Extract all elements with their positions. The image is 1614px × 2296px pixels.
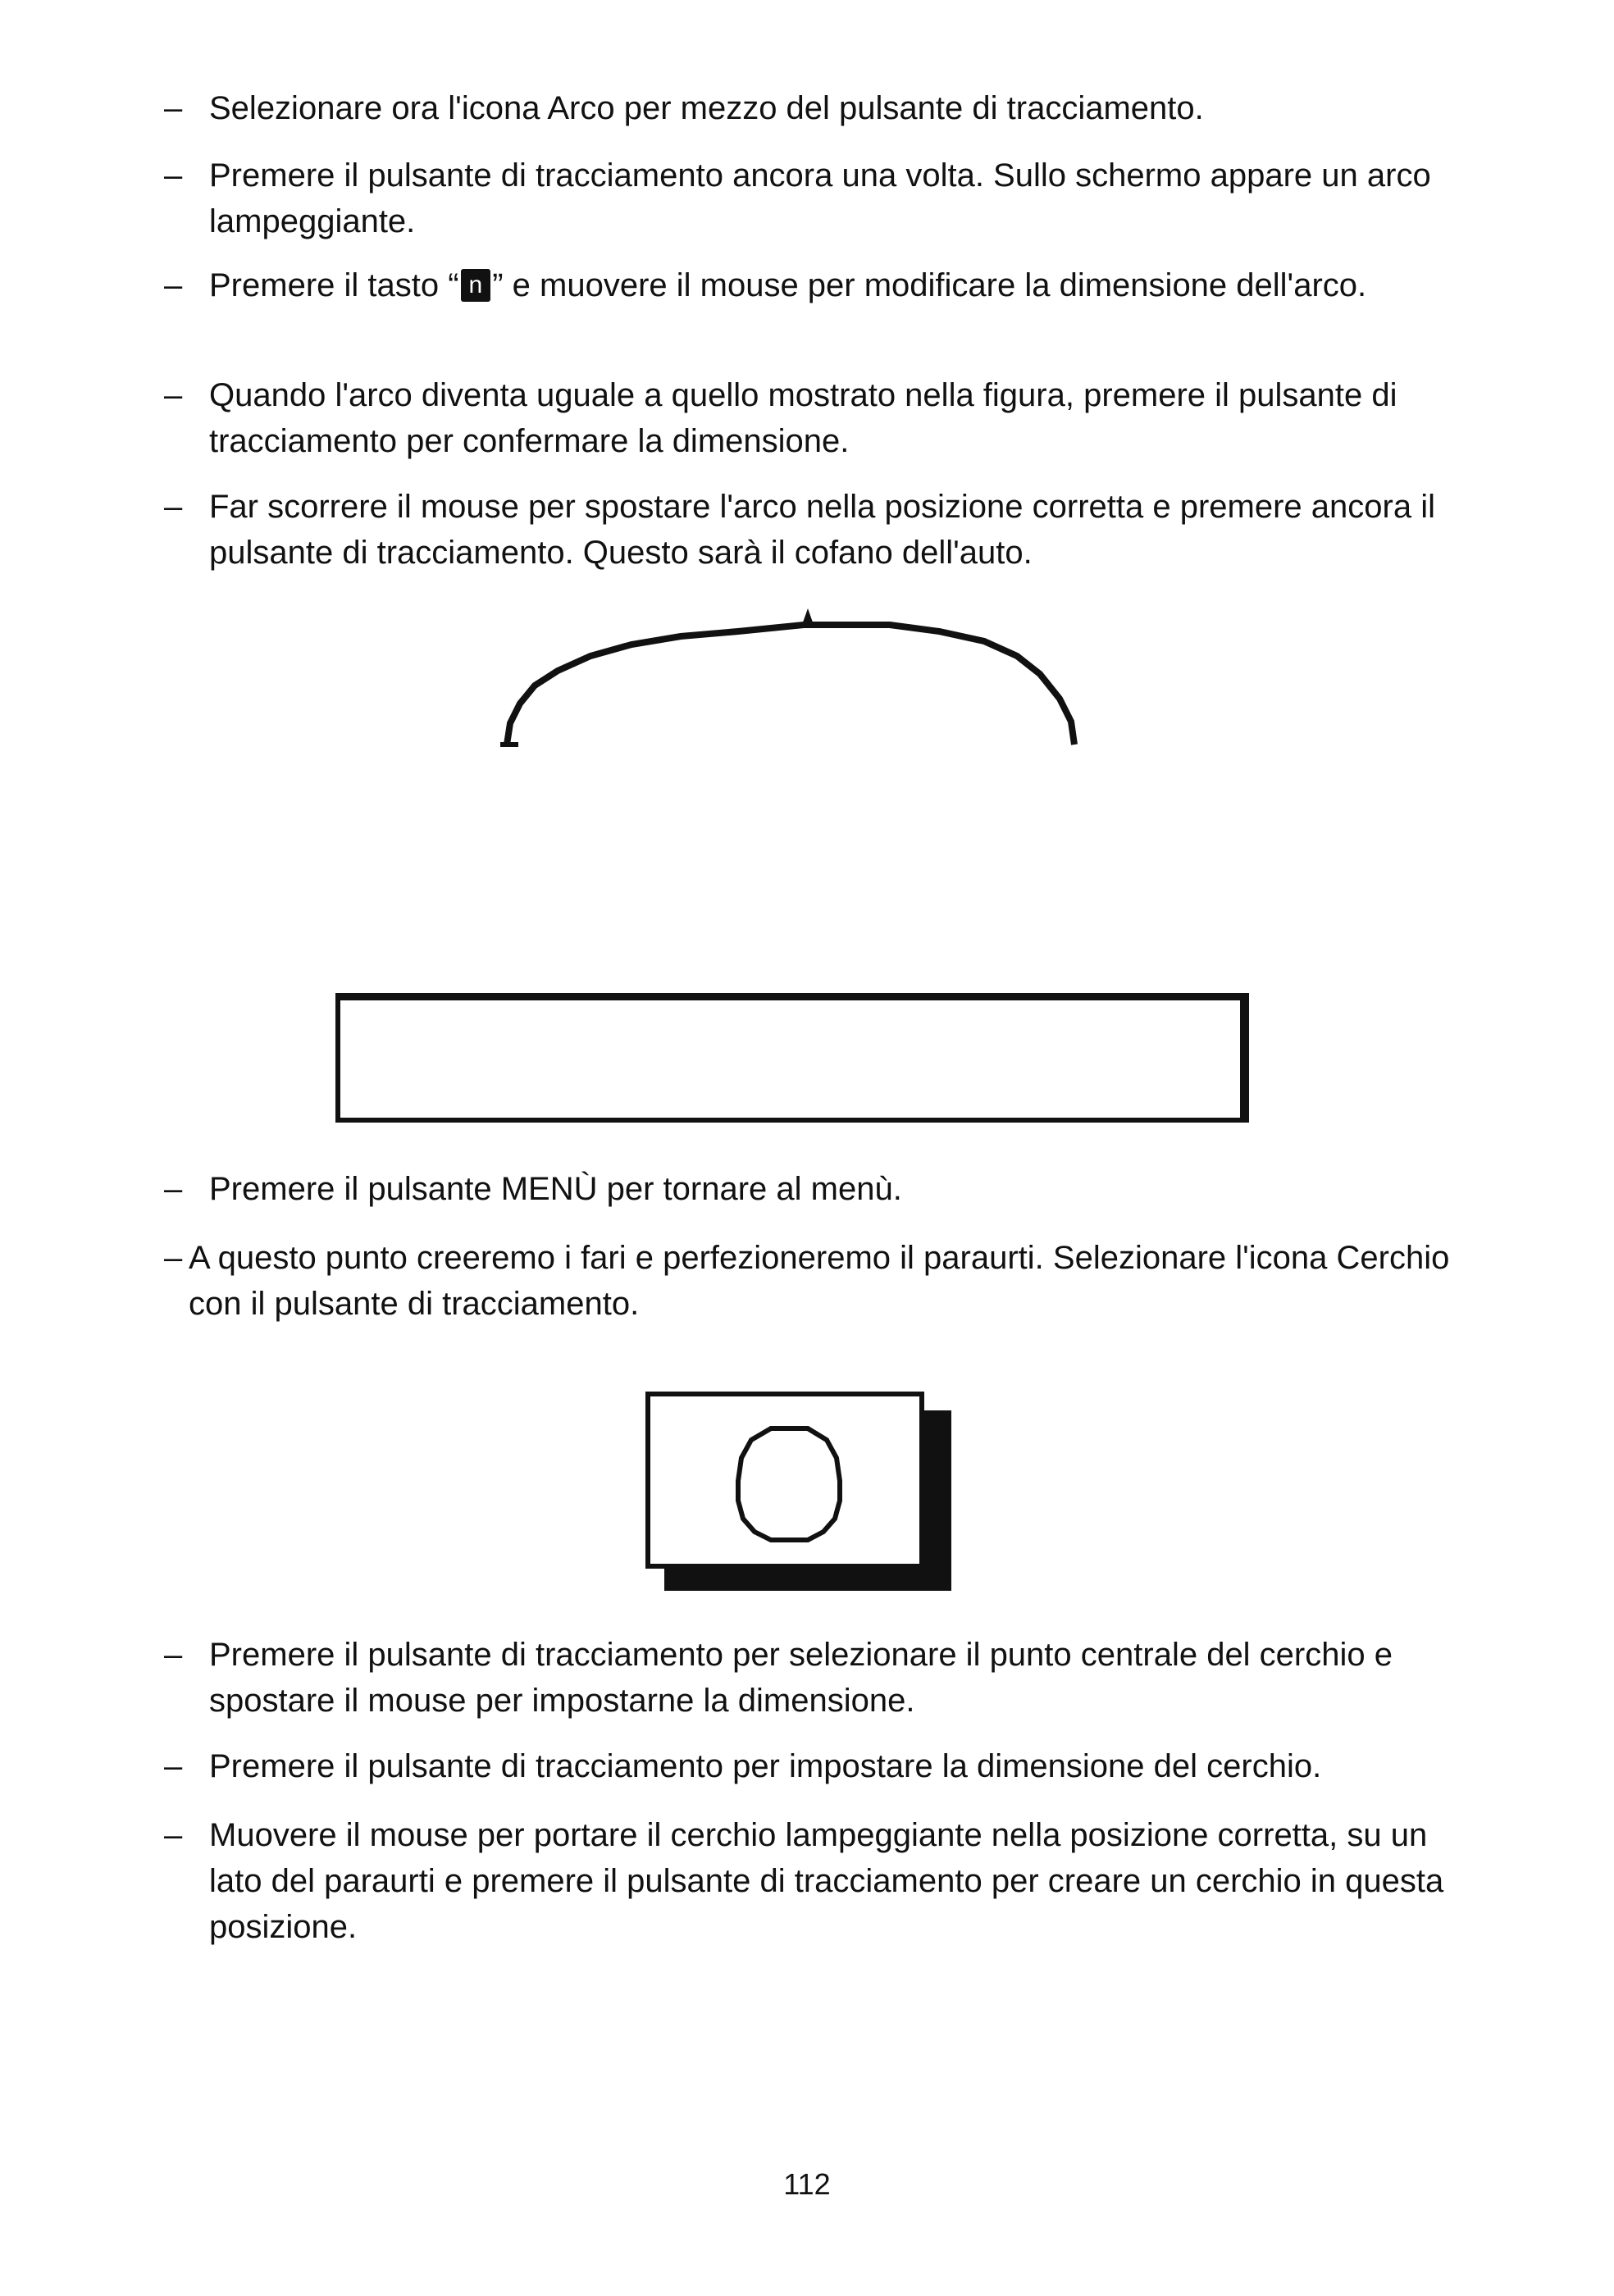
instruction-text: Premere il pulsante MENÙ per tornare al menù. xyxy=(209,1171,902,1207)
bullet-dash: – xyxy=(164,1637,183,1673)
instruction-text: Far scorrere il mouse per spostare l'arco nella posizione corretta e premere ancora il pulsante di tracciamento. Questo sarà il cofano dell'auto. xyxy=(209,489,1435,571)
bullet-dash: – xyxy=(164,90,183,126)
bullet-dash: – xyxy=(164,489,183,525)
bullet-dash: – xyxy=(164,1171,183,1207)
bullet-dash: – xyxy=(164,1817,183,1853)
instruction-text: Quando l'arco diventa uguale a quello mostrato nella figura, premere il pulsante di tracciamento per confermare la dimensione. xyxy=(209,377,1397,459)
bullet-dash: – xyxy=(164,267,183,303)
key-n-icon: n xyxy=(461,269,491,302)
instruction-center-point xyxy=(164,1632,1460,1724)
instruction-text: A questo punto creeremo i fari e perfezioneremo il paraurti. Selezionare l'icona Cerchio con il pulsante di tracciamento. xyxy=(189,1240,1450,1322)
text-after-key: ” e muovere il mouse per modificare la dimensione dell'arco. xyxy=(492,267,1367,303)
page-number: 112 xyxy=(783,2167,831,2201)
instruction-text: Premere il pulsante di tracciamento per impostare la dimensione del cerchio. xyxy=(209,1748,1322,1784)
instruction-text: Premere il pulsante di tracciamento ancora una volta. Sullo schermo appare un arco lampeggiante. xyxy=(209,157,1431,239)
bullet-dash: – xyxy=(164,1240,183,1276)
instruction-text: Muovere il mouse per portare il cerchio lampeggiante nella posizione corretta, su un lato del paraurti e premere il pulsante di tracciamento per creare un cerchio in questa posizione. xyxy=(209,1817,1444,1945)
bullet-dash: – xyxy=(164,157,183,194)
instruction-place-circle xyxy=(164,1812,1460,1950)
instruction-text: Premere il pulsante di tracciamento per selezionare il punto centrale del cerchio e spostare il mouse per impostarne la dimensione. xyxy=(209,1637,1393,1719)
bullet-dash: – xyxy=(164,1748,183,1784)
instruction-set-size xyxy=(164,1743,1460,1789)
instruction-text: Selezionare ora l'icona Arco per mezzo del pulsante di tracciamento. xyxy=(209,90,1204,126)
text-before-key: Premere il tasto “ xyxy=(209,267,459,303)
bullet-dash: – xyxy=(164,377,183,413)
